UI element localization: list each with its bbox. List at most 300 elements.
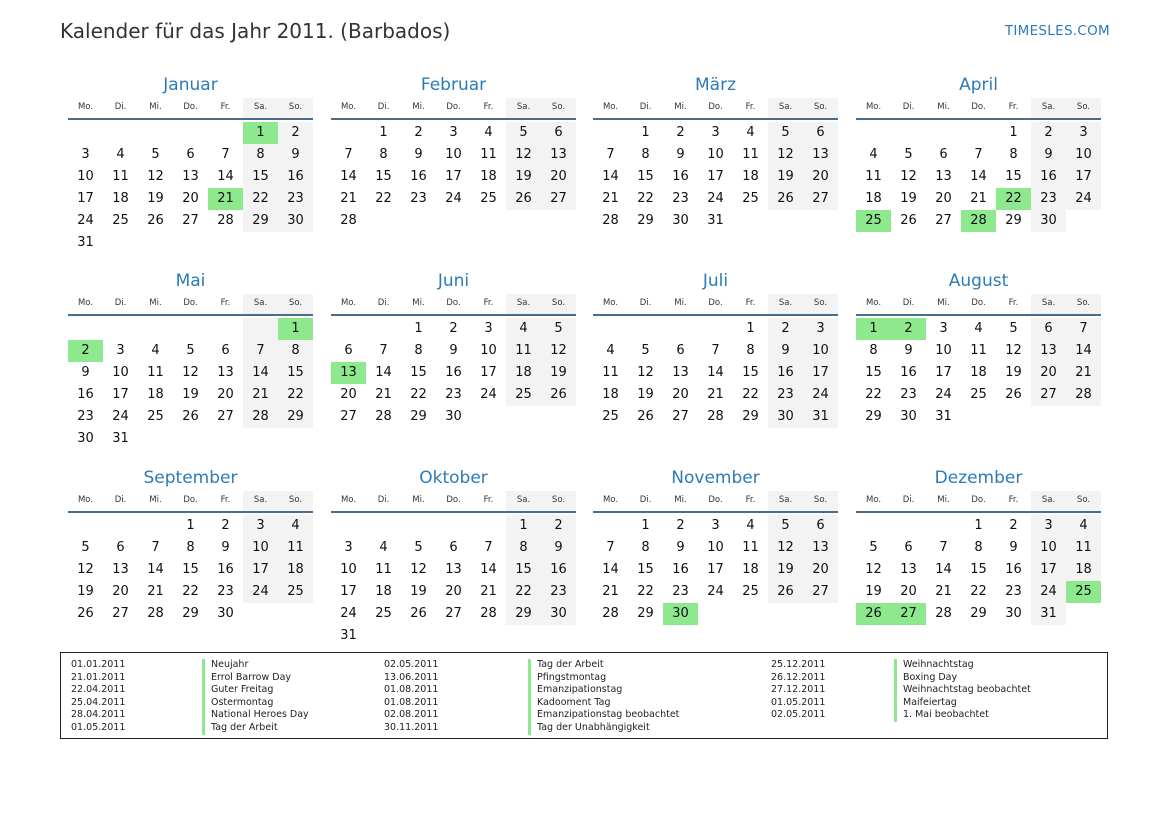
empty-cell bbox=[103, 318, 138, 340]
legend-holiday-name: Weihnachtstag bbox=[894, 659, 974, 672]
weekday-header bbox=[593, 98, 838, 120]
weekday-header bbox=[593, 491, 838, 513]
empty-cell bbox=[803, 210, 838, 232]
day-cell: 5 bbox=[414, 540, 423, 555]
legend-date: 01.05.2011 bbox=[71, 722, 126, 733]
weekday-label: Do. bbox=[708, 495, 723, 505]
day-cell: 10 bbox=[445, 147, 462, 162]
day-cell: 9 bbox=[1009, 540, 1018, 555]
day-cell: 18 bbox=[1066, 559, 1101, 581]
day-cell: 2 bbox=[278, 122, 313, 144]
weekday-label: Mi. bbox=[674, 495, 687, 505]
empty-cell bbox=[733, 603, 768, 625]
day-cell: 30 bbox=[1031, 210, 1066, 232]
day-cell: 4 bbox=[379, 540, 388, 555]
day-cell: 9 bbox=[768, 340, 803, 362]
empty-cell bbox=[698, 318, 733, 340]
day-grid bbox=[68, 318, 313, 450]
day-cell: 4 bbox=[484, 125, 493, 140]
day-cell: 28 bbox=[375, 409, 392, 424]
day-cell: 16 bbox=[278, 166, 313, 188]
day-cell: 20 bbox=[182, 191, 199, 206]
day-cell: 23 bbox=[900, 387, 917, 402]
day-cell: 15 bbox=[1005, 169, 1022, 184]
month-block bbox=[593, 72, 838, 232]
brand-link[interactable]: TIMESLES.COM bbox=[1004, 23, 1110, 39]
weekday-label: So. bbox=[1066, 294, 1101, 314]
day-cell: 11 bbox=[480, 147, 497, 162]
day-cell: 8 bbox=[506, 537, 541, 559]
day-cell: 6 bbox=[803, 122, 838, 144]
empty-cell bbox=[593, 122, 628, 144]
day-cell: 30 bbox=[77, 431, 94, 446]
day-cell: 17 bbox=[445, 169, 462, 184]
empty-cell bbox=[366, 625, 401, 647]
day-grid bbox=[856, 122, 1101, 232]
day-cell: 26 bbox=[147, 213, 164, 228]
weekday-label: Mo. bbox=[865, 102, 882, 112]
day-cell: 15 bbox=[243, 166, 278, 188]
day-cell: 5 bbox=[869, 540, 878, 555]
day-cell: 17 bbox=[935, 365, 952, 380]
empty-cell bbox=[173, 232, 208, 254]
month-block bbox=[856, 268, 1101, 428]
day-cell: 16 bbox=[768, 362, 803, 384]
empty-cell bbox=[103, 515, 138, 537]
day-cell: 10 bbox=[707, 147, 724, 162]
day-cell: 8 bbox=[1009, 147, 1018, 162]
day-cell: 24 bbox=[77, 213, 94, 228]
day-cell: 30 bbox=[768, 406, 803, 428]
day-cell: 26 bbox=[410, 606, 427, 621]
day-cell: 7 bbox=[379, 343, 388, 358]
weekday-label: Mi. bbox=[412, 102, 425, 112]
day-cell: 12 bbox=[77, 562, 94, 577]
day-cell: 2 bbox=[1009, 518, 1018, 533]
empty-cell bbox=[401, 625, 436, 647]
holiday-legend bbox=[60, 652, 1108, 739]
day-cell: 19 bbox=[637, 387, 654, 402]
day-cell: 4 bbox=[506, 318, 541, 340]
day-cell: 25 bbox=[970, 387, 987, 402]
legend-holiday-name: Boxing Day bbox=[894, 672, 957, 685]
day-cell: 8 bbox=[974, 540, 983, 555]
day-cell: 17 bbox=[803, 362, 838, 384]
day-cell: 4 bbox=[974, 321, 983, 336]
day-cell: 2 bbox=[768, 318, 803, 340]
day-cell: 6 bbox=[186, 147, 195, 162]
day-cell: 4 bbox=[606, 343, 615, 358]
day-cell: 7 bbox=[711, 343, 720, 358]
day-cell: 28 bbox=[217, 213, 234, 228]
day-cell: 7 bbox=[606, 147, 615, 162]
day-cell: 22 bbox=[278, 384, 313, 406]
day-cell: 18 bbox=[865, 191, 882, 206]
day-cell: 18 bbox=[480, 169, 497, 184]
day-cell: 21 bbox=[602, 584, 619, 599]
day-cell: 6 bbox=[904, 540, 913, 555]
day-cell: 15 bbox=[375, 169, 392, 184]
day-cell: 1 bbox=[379, 125, 388, 140]
weekday-label: So. bbox=[541, 294, 576, 314]
day-cell: 27 bbox=[935, 213, 952, 228]
empty-cell bbox=[173, 122, 208, 144]
legend-date: 02.08.2011 bbox=[384, 709, 439, 721]
empty-cell bbox=[173, 318, 208, 340]
empty-cell bbox=[628, 318, 663, 340]
day-cell: 31 bbox=[935, 409, 952, 424]
day-cell: 10 bbox=[803, 340, 838, 362]
day-cell: 2 bbox=[541, 515, 576, 537]
empty-cell bbox=[663, 318, 698, 340]
legend-holiday-name: Tag der Unabhängigkeit bbox=[528, 722, 650, 735]
weekday-label: Di. bbox=[377, 102, 390, 112]
weekday-header bbox=[593, 294, 838, 316]
day-cell: 6 bbox=[344, 343, 353, 358]
day-cell: 2 bbox=[1031, 122, 1066, 144]
day-cell: 14 bbox=[243, 362, 278, 384]
month-block bbox=[593, 268, 838, 428]
empty-cell bbox=[278, 603, 313, 625]
day-cell: 17 bbox=[77, 191, 94, 206]
day-cell: 9 bbox=[1031, 144, 1066, 166]
weekday-label: Sa. bbox=[1031, 98, 1066, 118]
day-cell: 31 bbox=[112, 431, 129, 446]
weekday-label: So. bbox=[803, 98, 838, 118]
day-cell: 16 bbox=[541, 559, 576, 581]
day-cell: 21 bbox=[935, 584, 952, 599]
weekday-label: Di. bbox=[377, 495, 390, 505]
day-cell: 28 bbox=[340, 213, 357, 228]
day-cell: 7 bbox=[243, 340, 278, 362]
day-cell: 1 bbox=[856, 318, 891, 340]
day-cell: 26 bbox=[182, 409, 199, 424]
empty-cell bbox=[926, 515, 961, 537]
day-cell: 22 bbox=[243, 188, 278, 210]
day-cell: 20 bbox=[803, 166, 838, 188]
empty-cell bbox=[506, 625, 541, 647]
day-cell: 1 bbox=[746, 321, 755, 336]
weekday-label: Fr. bbox=[483, 102, 494, 112]
day-cell: 19 bbox=[506, 166, 541, 188]
day-cell: 10 bbox=[340, 562, 357, 577]
day-cell: 23 bbox=[1031, 188, 1066, 210]
empty-cell bbox=[768, 603, 803, 625]
day-cell: 6 bbox=[116, 540, 125, 555]
day-cell: 9 bbox=[414, 147, 423, 162]
day-cell: 27 bbox=[112, 606, 129, 621]
empty-cell bbox=[961, 122, 996, 144]
day-cell: 12 bbox=[182, 365, 199, 380]
day-cell: 30 bbox=[445, 409, 462, 424]
day-cell: 14 bbox=[1066, 340, 1101, 362]
legend-holiday-name: Emanzipationstag beobachtet bbox=[528, 709, 679, 722]
day-cell: 22 bbox=[182, 584, 199, 599]
day-cell: 16 bbox=[672, 562, 689, 577]
month-name: Juni bbox=[437, 271, 470, 291]
legend-date: 28.04.2011 bbox=[71, 709, 126, 721]
day-cell: 28 bbox=[243, 406, 278, 428]
weekday-label: Fr. bbox=[1008, 495, 1019, 505]
day-cell: 5 bbox=[151, 147, 160, 162]
day-grid bbox=[331, 515, 576, 647]
empty-cell bbox=[996, 406, 1031, 428]
month-name: November bbox=[671, 468, 760, 488]
day-cell: 25 bbox=[742, 191, 759, 206]
day-grid bbox=[68, 122, 313, 254]
day-cell: 29 bbox=[410, 409, 427, 424]
weekday-label: Mi. bbox=[149, 102, 162, 112]
day-cell: 4 bbox=[869, 147, 878, 162]
day-cell: 15 bbox=[278, 362, 313, 384]
day-cell: 27 bbox=[217, 409, 234, 424]
day-cell: 8 bbox=[243, 144, 278, 166]
weekday-label: Mi. bbox=[149, 495, 162, 505]
empty-cell bbox=[856, 122, 891, 144]
weekday-header bbox=[856, 98, 1101, 120]
weekday-label: Do. bbox=[971, 102, 986, 112]
weekday-label: Di. bbox=[114, 102, 127, 112]
weekday-label: Sa. bbox=[1031, 491, 1066, 511]
day-cell: 24 bbox=[803, 384, 838, 406]
weekday-label: Fr. bbox=[483, 298, 494, 308]
day-cell: 24 bbox=[340, 606, 357, 621]
day-cell: 10 bbox=[935, 343, 952, 358]
day-cell: 6 bbox=[1031, 318, 1066, 340]
day-cell: 20 bbox=[445, 584, 462, 599]
day-cell: 11 bbox=[278, 537, 313, 559]
weekday-label: Sa. bbox=[768, 98, 803, 118]
day-cell: 24 bbox=[480, 387, 497, 402]
day-cell: 9 bbox=[904, 343, 913, 358]
weekday-label: Fr. bbox=[483, 495, 494, 505]
weekday-label: Di. bbox=[902, 102, 915, 112]
day-cell: 25 bbox=[742, 584, 759, 599]
day-cell: 13 bbox=[803, 537, 838, 559]
day-cell: 24 bbox=[707, 191, 724, 206]
empty-cell bbox=[366, 210, 401, 232]
month-block bbox=[68, 268, 313, 450]
weekday-label: Mo. bbox=[77, 298, 94, 308]
day-cell: 22 bbox=[506, 581, 541, 603]
day-cell: 3 bbox=[344, 540, 353, 555]
day-cell: 5 bbox=[186, 343, 195, 358]
day-cell: 17 bbox=[340, 584, 357, 599]
day-cell: 26 bbox=[768, 581, 803, 603]
weekday-label: Di. bbox=[114, 298, 127, 308]
day-cell: 30 bbox=[541, 603, 576, 625]
day-cell: 9 bbox=[676, 540, 685, 555]
day-cell: 23 bbox=[768, 384, 803, 406]
day-cell: 13 bbox=[217, 365, 234, 380]
day-cell: 3 bbox=[711, 518, 720, 533]
day-cell: 1 bbox=[186, 518, 195, 533]
day-cell: 18 bbox=[147, 387, 164, 402]
weekday-label: So. bbox=[278, 294, 313, 314]
day-cell: 23 bbox=[445, 387, 462, 402]
day-cell: 13 bbox=[541, 144, 576, 166]
weekday-label: Mo. bbox=[77, 102, 94, 112]
day-cell: 5 bbox=[81, 540, 90, 555]
day-cell: 21 bbox=[707, 387, 724, 402]
day-cell: 20 bbox=[900, 584, 917, 599]
empty-cell bbox=[208, 232, 243, 254]
day-cell: 26 bbox=[77, 606, 94, 621]
empty-cell bbox=[733, 210, 768, 232]
day-cell: 17 bbox=[243, 559, 278, 581]
day-cell: 30 bbox=[1005, 606, 1022, 621]
weekday-label: Fr. bbox=[745, 495, 756, 505]
day-cell: 27 bbox=[803, 188, 838, 210]
day-cell: 6 bbox=[221, 343, 230, 358]
day-cell: 1 bbox=[1009, 125, 1018, 140]
day-cell: 1 bbox=[243, 122, 278, 144]
day-cell: 8 bbox=[641, 540, 650, 555]
day-cell: 19 bbox=[865, 584, 882, 599]
day-cell: 29 bbox=[1005, 213, 1022, 228]
month-block bbox=[331, 465, 576, 647]
weekday-label: Mo. bbox=[602, 298, 619, 308]
day-cell: 16 bbox=[672, 169, 689, 184]
day-cell: 28 bbox=[1066, 384, 1101, 406]
day-grid bbox=[68, 515, 313, 625]
day-cell: 17 bbox=[112, 387, 129, 402]
empty-cell bbox=[698, 603, 733, 625]
day-grid bbox=[331, 318, 576, 428]
day-cell: 3 bbox=[711, 125, 720, 140]
empty-cell bbox=[173, 428, 208, 450]
day-cell: 14 bbox=[147, 562, 164, 577]
day-cell: 22 bbox=[637, 584, 654, 599]
day-cell: 25 bbox=[278, 581, 313, 603]
day-cell: 8 bbox=[379, 147, 388, 162]
day-grid bbox=[593, 515, 838, 625]
day-cell: 20 bbox=[803, 559, 838, 581]
day-cell: 9 bbox=[221, 540, 230, 555]
month-name: Mai bbox=[175, 271, 206, 291]
month-name: September bbox=[143, 468, 238, 488]
day-cell: 26 bbox=[541, 384, 576, 406]
weekday-label: Mi. bbox=[937, 102, 950, 112]
day-cell: 21 bbox=[243, 384, 278, 406]
day-grid bbox=[856, 318, 1101, 428]
day-cell: 27 bbox=[803, 581, 838, 603]
day-cell: 16 bbox=[1031, 166, 1066, 188]
day-cell: 8 bbox=[278, 340, 313, 362]
day-cell: 16 bbox=[445, 365, 462, 380]
month-name: März bbox=[695, 75, 736, 95]
day-cell: 21 bbox=[480, 584, 497, 599]
day-cell: 2 bbox=[449, 321, 458, 336]
day-cell: 21 bbox=[970, 191, 987, 206]
day-cell: 7 bbox=[221, 147, 230, 162]
day-cell: 3 bbox=[803, 318, 838, 340]
day-cell: 15 bbox=[637, 169, 654, 184]
empty-cell bbox=[68, 318, 103, 340]
day-cell: 3 bbox=[81, 147, 90, 162]
day-cell: 13 bbox=[672, 365, 689, 380]
day-cell: 1 bbox=[414, 321, 423, 336]
day-cell: 11 bbox=[742, 540, 759, 555]
weekday-label: Di. bbox=[114, 495, 127, 505]
legend-holiday-name: Emanzipationstag bbox=[528, 684, 622, 697]
day-cell: 17 bbox=[1031, 559, 1066, 581]
legend-date: 01.01.2011 bbox=[71, 659, 126, 670]
weekday-label: Mi. bbox=[674, 298, 687, 308]
empty-cell bbox=[208, 122, 243, 144]
day-cell: 2 bbox=[676, 518, 685, 533]
day-cell: 2 bbox=[68, 340, 103, 362]
day-cell: 8 bbox=[186, 540, 195, 555]
empty-cell bbox=[331, 122, 366, 144]
day-cell: 5 bbox=[506, 122, 541, 144]
empty-cell bbox=[331, 318, 366, 340]
weekday-header bbox=[331, 491, 576, 513]
day-cell: 7 bbox=[484, 540, 493, 555]
day-cell: 23 bbox=[672, 584, 689, 599]
day-cell: 21 bbox=[147, 584, 164, 599]
day-cell: 15 bbox=[865, 365, 882, 380]
day-grid bbox=[856, 515, 1101, 625]
day-cell: 1 bbox=[974, 518, 983, 533]
empty-cell bbox=[768, 210, 803, 232]
weekday-label: So. bbox=[803, 491, 838, 511]
empty-cell bbox=[541, 625, 576, 647]
day-cell: 6 bbox=[541, 122, 576, 144]
day-cell: 10 bbox=[77, 169, 94, 184]
legend-holiday-name: Weihnachtstag beobachtet bbox=[894, 684, 1031, 697]
day-cell: 8 bbox=[414, 343, 423, 358]
day-cell: 20 bbox=[340, 387, 357, 402]
day-cell: 12 bbox=[147, 169, 164, 184]
day-cell: 29 bbox=[865, 409, 882, 424]
day-cell: 17 bbox=[480, 365, 497, 380]
day-cell: 3 bbox=[1066, 122, 1101, 144]
weekday-label: Di. bbox=[902, 298, 915, 308]
page-title: Kalender für das Jahr 2011. (Barbados) bbox=[60, 19, 451, 43]
day-cell: 5 bbox=[768, 515, 803, 537]
day-cell: 3 bbox=[484, 321, 493, 336]
day-cell: 30 bbox=[278, 210, 313, 232]
day-cell: 9 bbox=[278, 144, 313, 166]
day-cell: 28 bbox=[147, 606, 164, 621]
day-cell: 15 bbox=[742, 365, 759, 380]
day-cell: 17 bbox=[707, 562, 724, 577]
empty-cell bbox=[138, 428, 173, 450]
day-cell: 14 bbox=[602, 562, 619, 577]
empty-cell bbox=[103, 232, 138, 254]
day-cell: 25 bbox=[480, 191, 497, 206]
day-cell: 29 bbox=[637, 606, 654, 621]
empty-cell bbox=[401, 515, 436, 537]
empty-cell bbox=[278, 428, 313, 450]
weekday-label: Mo. bbox=[602, 495, 619, 505]
day-cell: 6 bbox=[676, 343, 685, 358]
day-cell: 18 bbox=[278, 559, 313, 581]
day-cell: 18 bbox=[742, 169, 759, 184]
weekday-label: Do. bbox=[183, 495, 198, 505]
weekday-label: Sa. bbox=[768, 491, 803, 511]
day-cell: 11 bbox=[1066, 537, 1101, 559]
day-cell: 29 bbox=[637, 213, 654, 228]
month-name: Januar bbox=[163, 75, 218, 95]
day-cell: 12 bbox=[768, 537, 803, 559]
day-cell: 22 bbox=[375, 191, 392, 206]
day-cell: 12 bbox=[865, 562, 882, 577]
weekday-label: Di. bbox=[639, 298, 652, 308]
day-cell: 22 bbox=[742, 387, 759, 402]
weekday-label: Mi. bbox=[674, 102, 687, 112]
